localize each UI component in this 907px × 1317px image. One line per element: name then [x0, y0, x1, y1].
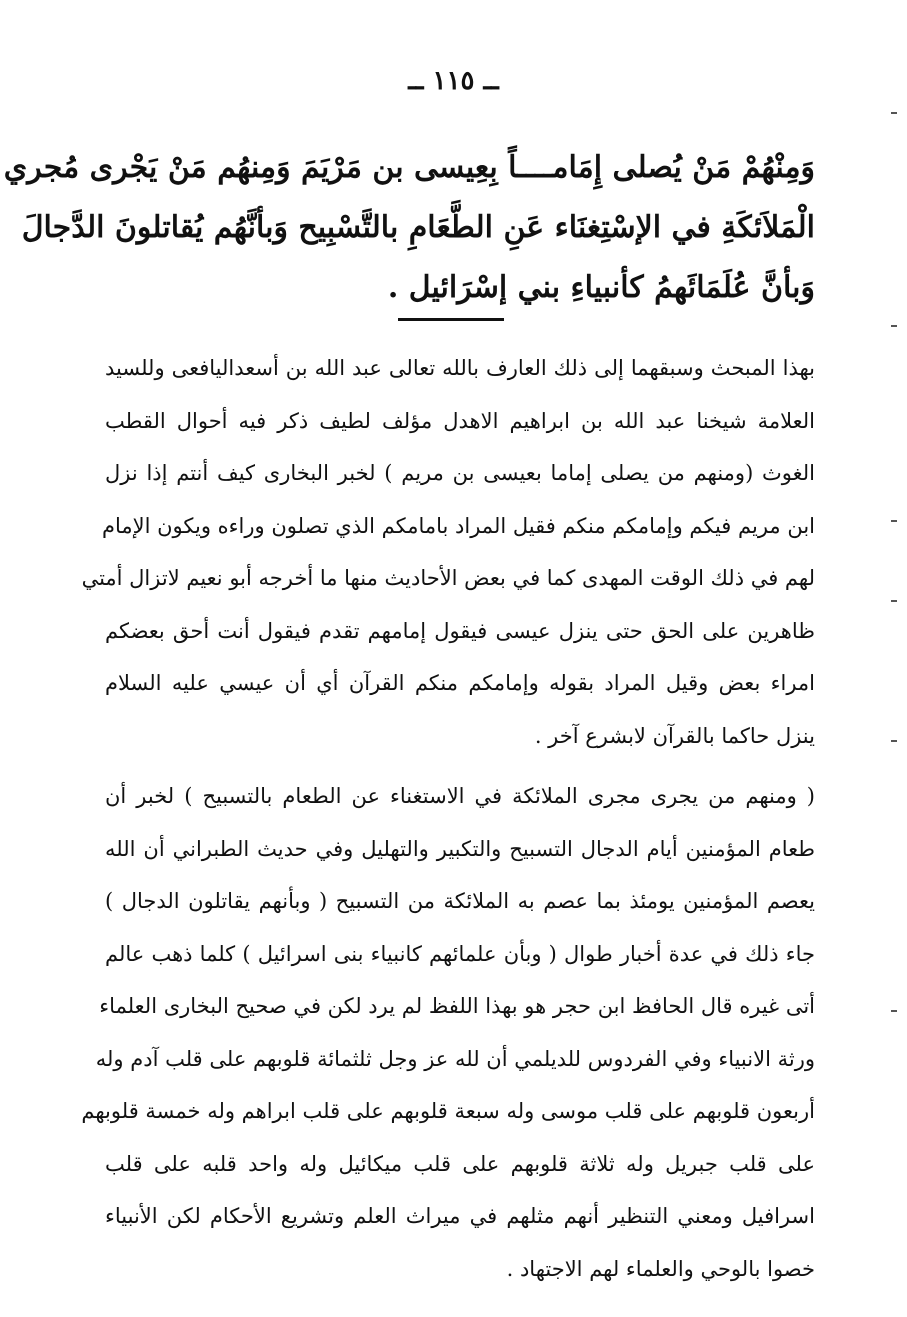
- paragraph-line: ابن مريم فيكم وإمامكم منكم فقيل المراد بامامكم الذي تصلون وراءه ويكون الإمام: [101, 513, 815, 538]
- paragraph-line: ورثة الانبياء وفي الفردوس للديلمي أن لله عز وجل ثلثمائة قلوبهم على قلب آدم وله: [95, 1046, 815, 1071]
- paragraph-line: بهذا المبحث وسبقهما إلى ذلك العارف بالله تعالى عبد الله بن أسعداليافعى وللسيد: [105, 356, 815, 380]
- scan-margin-mark: [891, 112, 897, 114]
- paragraph-line: خصوا بالوحي والعلماء لهم الاجتهاد .: [506, 1256, 815, 1281]
- scan-margin-mark: [891, 325, 897, 327]
- paragraph-line: امراء بعض وقيل المراد بقوله وإمامكم منكم القرآن أي أن عيسي عليه السلام: [105, 671, 815, 695]
- scan-margin-mark: [891, 740, 897, 742]
- commentary-paragraph-1: [81, 342, 815, 762]
- paragraph-line: يعصم المؤمنين يومئذ بما عصم به الملائكة من التسبيح ( وبأنهم يقاتلون الدجال ): [105, 889, 815, 913]
- verse-line: وَمِنْهُمْ مَنْ يُصلى إِمَامــــاً بِعِيسى بن مَرْيَمَ وَمِنهُم مَنْ يَجْرى مُجري: [3, 150, 815, 185]
- paragraph-line: ظاهرين على الحق حتى ينزل عيسى فيقول إمامهم تقدم فيقول أنت أحق بعضكم: [105, 618, 815, 643]
- scan-margin-mark: [891, 600, 897, 602]
- paragraph-line: جاء ذلك في عدة أخبار طوال ( وبأن علمائهم كانبياء بنى اسرائيل ) كلما ذهب عالم: [105, 941, 815, 966]
- paragraph-line: على قلب جبريل وله ثلاثة قلوبهم على قلب ميكائيل وله واحد قلبه على قلب: [105, 1151, 815, 1176]
- scan-margin-mark: [891, 520, 897, 522]
- paragraph-line: طعام المؤمنين أيام الدجال التسبيح والتكبير والتهليل وفي حديث الطبراني أن الله: [105, 836, 815, 861]
- paragraph-line: أتى غيره قال الحافظ ابن حجر هو بهذا اللفظ لم يرد لكن في صحيح البخارى العلماء: [99, 994, 815, 1018]
- paragraph-line: ( ومنهم من يجرى مجرى الملائكة في الاستغناء عن الطعام بالتسبيح ) لخبر أن: [105, 784, 815, 808]
- page-number: ــ ١١٥ ــ: [408, 66, 499, 96]
- section-divider: [398, 318, 504, 321]
- paragraph-line: أربعون قلوبهم على قلب موسى وله سبعة قلوبهم على قلب ابراهم وله خمسة قلوبهم: [81, 1099, 815, 1123]
- verse-line: الْمَلاَئكَةِ في الإسْتِغنَاء عَنِ الطَّعَامِ بالتَّسْبِيح وَبأنَّهُم يُقاتلونَ الدَّجالَ: [21, 210, 815, 245]
- paragraph-line: اسرافيل ومعني التنظير أنهم مثلهم في ميراث العلم وتشريع الأحكام لكن الأنبياء: [105, 1204, 815, 1228]
- verse-line: وَبأنَّ عُلَمَائَهمُ كأنبياءِ بني إسْرَائيل .: [387, 270, 815, 305]
- scan-margin-mark: [891, 1010, 897, 1012]
- paragraph-line: العلامة شيخنا عبد الله بن ابراهيم الاهدل مؤلف لطيف ذكر فيه أحوال القطب: [105, 408, 815, 433]
- commentary-paragraph-2: [81, 770, 815, 1295]
- paragraph-line: ينزل حاكما بالقرآن لابشرع آخر .: [534, 723, 815, 748]
- verse-block: [3, 138, 815, 318]
- paragraph-line: الغوث (ومنهم من يصلى إماما بعيسى بن مريم ) لخبر البخارى كيف أنتم إذا نزل: [105, 461, 815, 485]
- paragraph-line: لهم في ذلك الوقت المهدى كما في بعض الأحاديث منها ما أخرجه أبو نعيم لاتزال أمتي: [81, 566, 815, 590]
